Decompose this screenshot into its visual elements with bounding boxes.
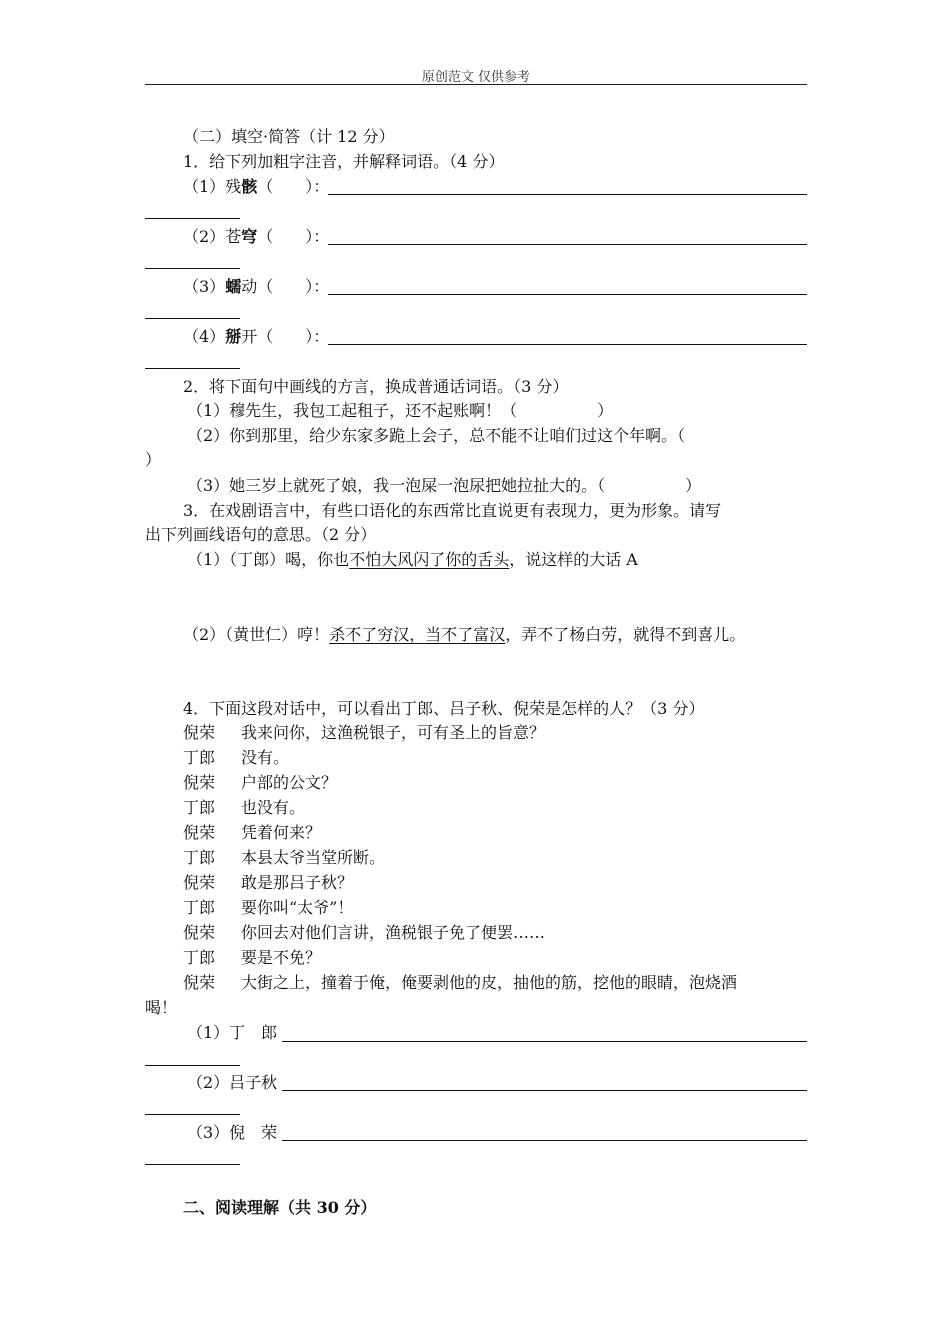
q1-item-4-answer-line-cont[interactable] — [145, 368, 240, 369]
q1-item-1 — [183, 176, 329, 198]
q3-sentence-2 — [183, 624, 745, 646]
q1-item-3-answer-line[interactable] — [328, 294, 807, 295]
dialogue-speaker: 倪荣 — [183, 973, 216, 992]
q4-answer-label-3: （3）倪 荣 — [187, 1123, 278, 1142]
dialogue-text: 没有。 — [241, 748, 290, 767]
section-title: （二）填空·简答（计 12 分） — [183, 127, 395, 146]
dialogue-speaker: 倪荣 — [183, 823, 216, 842]
dialogue-line-cont: 喝！ — [145, 998, 178, 1017]
q1-stem: 1．给下列加粗字注音，并解释词语。（4 分） — [183, 152, 505, 171]
q1-item-4-paren: （ ）： — [257, 327, 330, 346]
dialogue-speaker: 丁郎 — [183, 798, 216, 817]
dialogue-text: 你回去对他们言讲，渔税银子免了便罢…… — [241, 923, 546, 942]
q3-stem-cont: 出下列画线语句的意思。（2 分） — [145, 525, 377, 544]
dialogue-line — [183, 897, 353, 919]
q1-item-3-bold-char: 蠕 — [225, 277, 242, 296]
q1-item-3-answer-line-cont[interactable] — [145, 318, 240, 319]
q4-answer-line-1-cont[interactable] — [145, 1065, 240, 1066]
dialogue-line — [183, 872, 353, 894]
dialogue-line — [183, 822, 321, 844]
dialogue-speaker: 丁郎 — [183, 948, 216, 967]
q4-answer-line-3-cont[interactable] — [145, 1164, 240, 1165]
q3-s1-underlined: 不怕大风闪了你的舌头 — [349, 550, 510, 569]
q1-item-1-answer-line[interactable] — [328, 194, 807, 195]
q4-answer-label-2: （2）吕子秋 — [187, 1073, 278, 1092]
q2-sentence-3: （3）她三岁上就死了娘，我一泡屎一泡尿把她拉扯大的。（ ） — [187, 476, 702, 495]
dialogue-text: 本县太爷当堂所断。 — [241, 848, 386, 867]
dialogue-text: 户部的公文？ — [241, 773, 338, 792]
q1-item-3-post: 动 — [241, 277, 258, 296]
q4-answer-label-1: （1）丁 郎 — [187, 1023, 278, 1042]
q1-item-2 — [183, 226, 329, 248]
q1-item-2-num: （2） — [183, 227, 226, 246]
q3-stem: 3．在戏剧语言中，有些口语化的东西常比直说更有表现力，更为形象。请写 — [183, 501, 722, 520]
dialogue-text: 要是不免？ — [241, 948, 322, 967]
q1-item-4 — [183, 326, 329, 348]
dialogue-text: 我来问你，这渔税银子，可有圣上的旨意？ — [241, 723, 546, 742]
q1-item-1-paren: （ ）： — [257, 177, 330, 196]
dialogue-speaker: 倪荣 — [183, 923, 216, 942]
dialogue-speaker: 倪荣 — [183, 773, 216, 792]
q1-item-2-paren: （ ）： — [257, 227, 330, 246]
dialogue-speaker: 丁郎 — [183, 748, 216, 767]
q4-answer-line-2[interactable] — [282, 1090, 807, 1091]
q1-item-2-answer-line-cont[interactable] — [145, 268, 240, 269]
q1-item-2-pre: 苍 — [225, 227, 242, 246]
q1-item-1-answer-line-cont[interactable] — [145, 218, 240, 219]
q3-s2-pre: （2）（黄世仁）哼！ — [183, 625, 330, 644]
dialogue-line — [183, 797, 305, 819]
dialogue-line — [183, 772, 337, 794]
q4-answer-line-3[interactable] — [282, 1140, 807, 1141]
dialogue-text: 大街之上，撞着于俺，俺要剥他的皮，抽他的筋，挖他的眼睛，泡烧酒 — [241, 973, 738, 992]
header-rule — [145, 84, 807, 85]
dialogue-line — [183, 747, 289, 769]
q1-item-3-paren: （ ）： — [257, 277, 330, 296]
q2-sentence-2-close: ） — [145, 450, 162, 469]
q1-item-1-pre: 残 — [225, 177, 242, 196]
q1-item-3 — [183, 276, 329, 298]
dialogue-speaker: 丁郎 — [183, 848, 216, 867]
q2-stem: 2．将下面句中画线的方言，换成普通话词语。（3 分） — [183, 377, 569, 396]
dialogue-text: 凭着何来？ — [241, 823, 322, 842]
dialogue-line — [183, 947, 321, 969]
q1-item-2-answer-line[interactable] — [328, 244, 807, 245]
dialogue-line — [183, 847, 385, 869]
q1-item-4-answer-line[interactable] — [328, 344, 807, 345]
dialogue-speaker: 丁郎 — [183, 898, 216, 917]
dialogue-speaker: 倪荣 — [183, 723, 216, 742]
q4-answer-line-1[interactable] — [282, 1041, 807, 1042]
q3-sentence-1 — [187, 549, 638, 571]
q1-item-4-bold-char: 掰 — [225, 327, 242, 346]
q3-s2-underlined: 杀不了穷汉，当不了富汉 — [329, 625, 506, 644]
q2-sentence-1: （1）穆先生，我包工起租子，还不起账啊！（ ） — [187, 401, 614, 420]
q3-s1-post: ，说这样的大话 A — [509, 550, 638, 569]
dialogue-text: 要你叫“太爷”！ — [241, 898, 354, 917]
q1-item-1-bold-char: 骸 — [241, 177, 258, 196]
q4-answer-line-2-cont[interactable] — [145, 1114, 240, 1115]
dialogue-text: 也没有。 — [241, 798, 306, 817]
q2-sentence-2: （2）你到那里，给少东家多跪上会子，总不能不让咱们过这个年啊。（ — [187, 426, 686, 445]
dialogue-text: 敢是那吕子秋？ — [241, 873, 354, 892]
q3-s2-post: ，弄不了杨白劳，就得不到喜儿。 — [505, 625, 746, 644]
q3-s1-pre: （1）（丁郎）喝，你也 — [187, 550, 350, 569]
dialogue-speaker: 倪荣 — [183, 873, 216, 892]
q1-item-4-post: 开 — [241, 327, 258, 346]
q1-item-1-num: （1） — [183, 177, 226, 196]
dialogue-line — [183, 972, 737, 994]
page-header: 原创范文 仅供参考 — [421, 70, 531, 85]
dialogue-line — [183, 722, 545, 744]
q1-item-3-num: （3） — [183, 277, 226, 296]
q1-item-2-bold-char: 穹 — [241, 227, 258, 246]
part2-title: 二、阅读理解（共 30 分） — [183, 1198, 377, 1217]
q1-item-4-num: （4） — [183, 327, 226, 346]
q4-stem: 4．下面这段对话中，可以看出丁郎、吕子秋、倪荣是怎样的人？（3 分） — [183, 699, 705, 718]
dialogue-line — [183, 922, 545, 944]
